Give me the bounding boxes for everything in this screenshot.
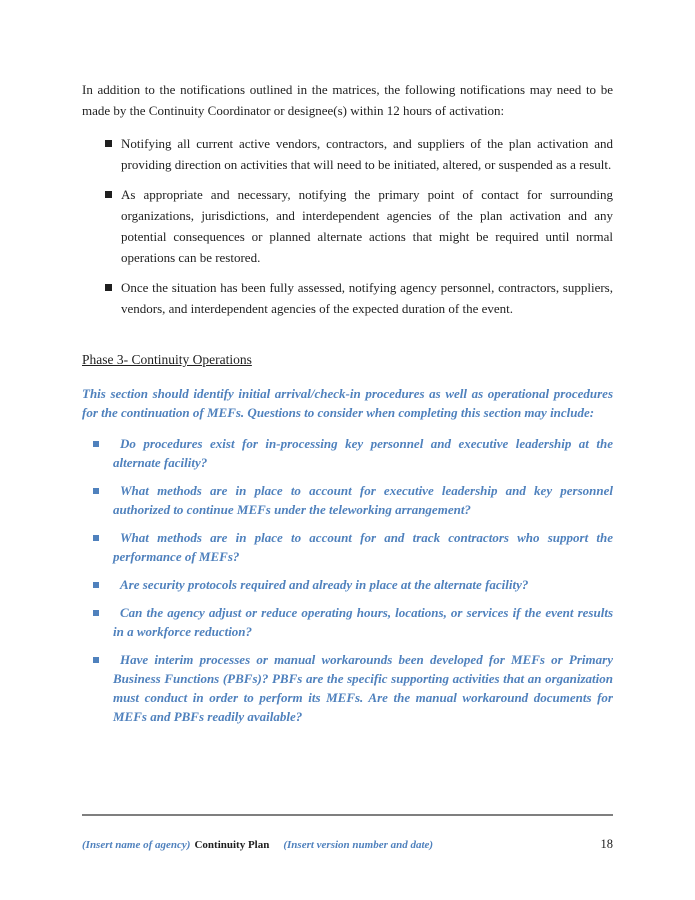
bullet-text: Notifying all current active vendors, contractors, and suppliers of the plan activation and providing direction on activities that will need to be initiated, altered, or suspended as a result. [121, 136, 613, 172]
square-bullet-icon [105, 191, 112, 198]
page-footer [82, 837, 613, 852]
footer-divider [82, 814, 613, 816]
square-bullet-icon [105, 140, 112, 147]
square-bullet-icon [93, 535, 99, 541]
section-heading-phase-3: Phase 3- Continuity Operations [82, 352, 252, 367]
page-number: 18 [600, 837, 613, 851]
square-bullet-icon [105, 284, 112, 291]
list-item [82, 133, 613, 175]
list-item [82, 277, 613, 319]
plan-title: Continuity Plan [194, 839, 270, 851]
notification-bullet-list [82, 133, 613, 319]
square-bullet-icon [93, 610, 99, 616]
guidance-bullet-list [82, 434, 613, 726]
page-content [82, 0, 613, 735]
version-placeholder: (Insert version number and date) [283, 839, 434, 851]
intro-paragraph: In addition to the notifications outlined in the matrices, the following notifications may need to be made by the Continuity Coordinator or designee(s) within 12 hours of activation: [82, 82, 613, 118]
agency-name-placeholder: (Insert name of agency) [82, 839, 191, 851]
square-bullet-icon [93, 441, 99, 447]
square-bullet-icon [93, 657, 99, 663]
bullet-text: Can the agency adjust or reduce operating hours, locations, or services if the event results in a workforce reduction? [113, 605, 613, 639]
list-item [82, 434, 613, 472]
bullet-text: Are security protocols required and already in place at the alternate facility? [120, 577, 529, 592]
list-item [82, 184, 613, 268]
square-bullet-icon [93, 582, 99, 588]
list-item [82, 575, 613, 594]
bullet-text: What methods are in place to account for and track contractors who support the performance of MEFs? [113, 530, 613, 564]
bullet-text: Do procedures exist for in-processing key personnel and executive leadership at the alternate facility? [113, 436, 613, 470]
bullet-text: What methods are in place to account for executive leadership and key personnel authorized to continue MEFs under the teleworking arrangement? [113, 483, 613, 517]
bullet-text: As appropriate and necessary, notifying the primary point of contact for surrounding organizations, jurisdictions, and interdependent agencies of the plan activation and any potential consequences or planned alternate actions that might be required until normal operations can be restored. [121, 187, 613, 265]
bullet-text: Once the situation has been fully assessed, notifying agency personnel, contractors, suppliers, vendors, and interdependent agencies of the expected duration of the event. [121, 280, 613, 316]
list-item [82, 481, 613, 519]
list-item [82, 650, 613, 726]
bullet-text: Have interim processes or manual workarounds been developed for MEFs or Primary Business Functions (PBFs)? PBFs are the specific supporting activities that an organization must conduct in order to perform its MEFs. Are the manual workaround documents for MEFs and PBFs readily available? [113, 652, 613, 724]
list-item [82, 603, 613, 641]
list-item [82, 528, 613, 566]
guidance-intro-paragraph: This section should identify initial arrival/check-in procedures as well as operational procedures for the continuation of MEFs. Questions to consider when completing this section may include: [82, 386, 613, 420]
square-bullet-icon [93, 488, 99, 494]
